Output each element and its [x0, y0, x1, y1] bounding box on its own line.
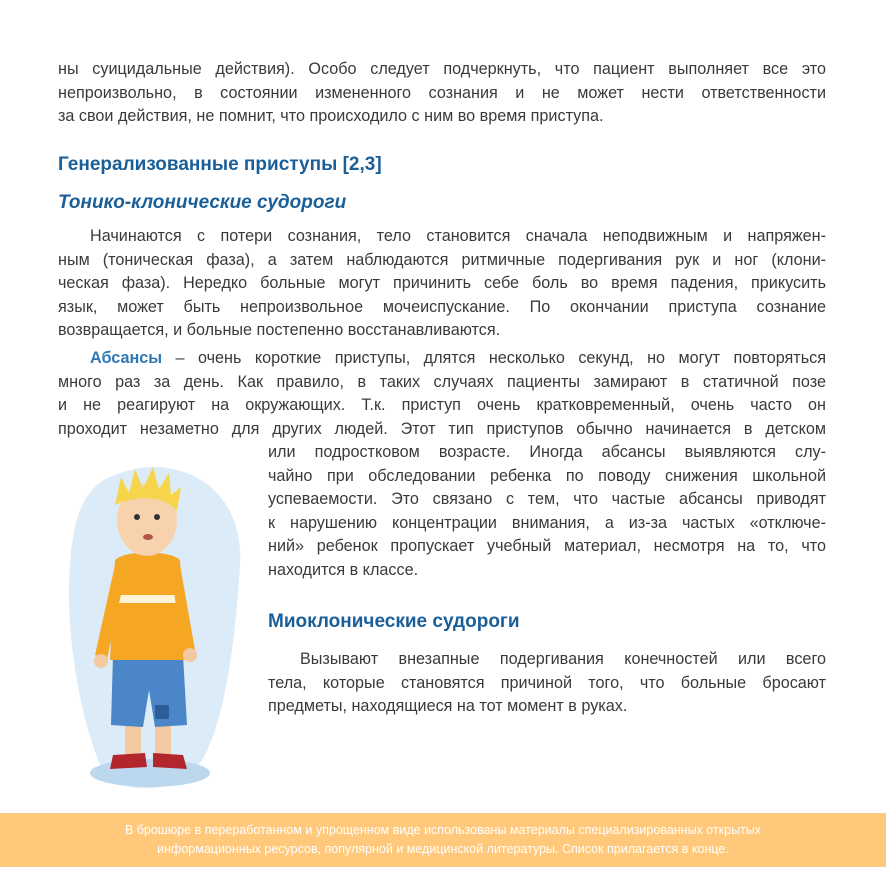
text-line: много раз за день. Как правило, в таких случаях пациенты замирают в статичной позе [58, 372, 826, 391]
text-line: ны суицидальные действия). Особо следует подчеркнуть, что пациент выполняет все это [58, 60, 826, 78]
boy-illustration [55, 455, 255, 800]
text-line: тела, которые становятся причиной того, что больные бросают [268, 673, 826, 692]
text-line: находится в классе. [268, 560, 419, 579]
footer-note [0, 813, 886, 867]
text-line: ческая фаза). Нередко больные могут причинить себе боль во время падения, прикусить [58, 274, 826, 293]
text-line: за свои действия, не помнит, что происходило с ним во время приступа. [58, 107, 604, 126]
intro-paragraph [58, 58, 826, 129]
footer-line: В брошюре в переработанном и упрощенном виде использованы материалы специализированных открытых [124, 823, 762, 837]
myoclonic-heading: Миоклонические судороги [268, 611, 520, 632]
absence-term: Абсансы [90, 349, 163, 367]
text-line: проходит незаметно для других людей. Этот тип приступов обычно начинается в детском [58, 419, 826, 438]
text-line: Вызывают внезапные подергивания конечностей или всего [300, 650, 826, 668]
tonic-clonic-paragraph [58, 225, 826, 343]
section-heading: Генерализованные приступы [2,3] [58, 154, 382, 175]
text-line: ным (тоническая фаза), а затем наблюдаются ритмичные подергивания рук и ног (клони- [58, 250, 826, 269]
text-line: непроизвольно, в состоянии измененного сознания и не может нести ответственности [58, 83, 826, 102]
myoclonic-paragraph [268, 648, 826, 719]
text-line: Начинаются с потери сознания, тело становится сначала неподвижным и напряжен- [90, 227, 826, 245]
text-line: ний» ребенок пропускает учебный материал, несмотря на то, что [268, 537, 826, 556]
text-span: – очень короткие приступы, длятся несколько секунд, но могут повторяться [162, 349, 826, 367]
tonic-clonic-heading: Тонико-клонические судороги [58, 192, 347, 213]
text-line: возвращается, и больные постепенно восстанавливаются. [58, 321, 501, 340]
text-line: к нарушению концентрации внимания, а из-за частых «отключе- [268, 513, 826, 532]
text-line: или подростковом возрасте. Иногда абсансы выявляются слу- [268, 443, 826, 461]
text-line: успеваемости. Это связано с тем, что частые абсансы приводят [268, 490, 826, 509]
text-line: язык, может быть непроизвольное мочеиспускание. По окончании приступа сознание [58, 297, 826, 316]
footer-line: информационных ресурсов, популярной и медицинской литературы. Список прилагается в конце. [157, 842, 729, 856]
absence-paragraph [58, 347, 826, 441]
absence-paragraph-continued [268, 441, 826, 583]
text-line: чайно при обследовании ребенка по поводу снижения школьной [268, 466, 826, 485]
text-line: и не реагируют на окружающих. Т.к. приступ очень кратковременный, очень часто он [58, 396, 826, 415]
text-line: предметы, находящиеся на тот момент в руках. [268, 697, 628, 716]
text-line [58, 347, 826, 371]
